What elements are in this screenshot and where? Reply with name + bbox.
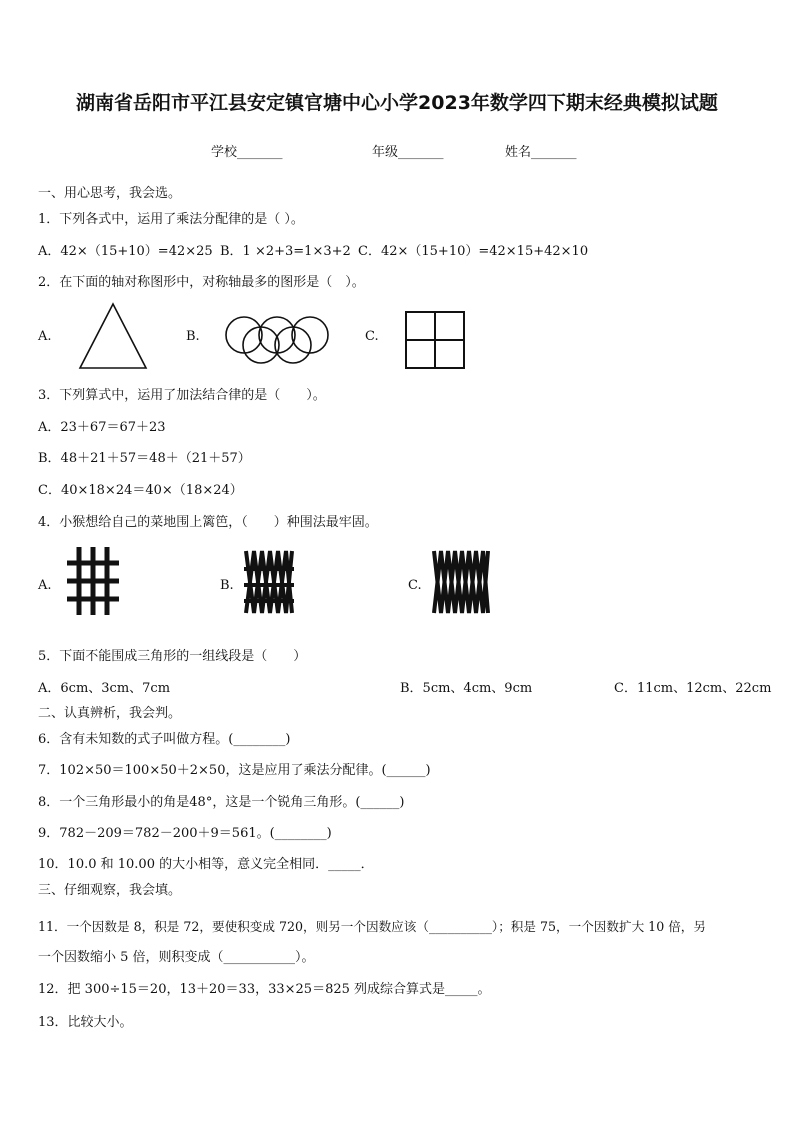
square-grid-figure [404,310,466,370]
question-3-option-c: C．40×18×24＝40×（18×24） [38,483,243,498]
question-2-option-a: A. [38,329,52,344]
olympic-rings-figure [223,314,331,364]
section-2-heading: 二、认真辨析，我会判。 [38,706,182,721]
question-9: 9．782－209＝782－200＋9＝561。(________) [38,826,332,841]
name-field: 姓名_______ [505,145,577,160]
question-1-option-b: B．1 ×2+3=1×3+2 [220,244,351,259]
grade-field: 年级_______ [372,145,444,160]
fence-zigzag-figure [430,547,492,617]
fence-mixed-figure [242,547,296,617]
question-4-option-a: A. [38,578,52,593]
question-10: 10．10.0 和 10.00 的大小相等，意义完全相同．_____． [38,857,374,872]
question-4-option-c: C. [408,578,422,593]
question-2-option-c: C. [365,329,379,344]
question-1-option-c: C．42×（15+10）=42×15+42×10 [358,244,589,259]
question-4-stem: 4．小猴想给自己的菜地围上篱笆，（ ）种围法最牢固。 [38,515,378,530]
question-1-option-a: A．42×（15+10）=42×25 [38,244,213,259]
question-4-option-b: B. [220,578,234,593]
fence-square-grid-figure [63,545,121,617]
section-1-heading: 一、用心思考，我会选。 [38,186,182,201]
question-5-option-a: A．6cm、3cm、7cm [38,681,171,696]
question-1-stem: 1．下列各式中，运用了乘法分配律的是（ ）。 [38,212,304,227]
question-2-stem: 2．在下面的轴对称图形中，对称轴最多的图形是（ ）。 [38,275,365,290]
question-3-option-a: A．23＋67＝67＋23 [38,420,166,435]
question-11-line-2: 一个因数缩小 5 倍，则积变成（___________）。 [38,950,315,965]
section-3-heading: 三、仔细观察，我会填。 [38,883,182,898]
question-6: 6．含有未知数的式子叫做方程。(________) [38,732,291,747]
question-5-option-c: C．11cm、12cm、22cm [614,681,772,696]
question-5-stem: 5．下面不能围成三角形的一组线段是（ ） [38,649,307,664]
page-title: 湖南省岳阳市平江县安定镇官塘中心小学2023年数学四下期末经典模拟试题 [76,92,718,114]
question-8: 8．一个三角形最小的角是48°，这是一个锐角三角形。(______) [38,795,405,810]
question-7: 7．102×50＝100×50＋2×50，这是应用了乘法分配律。(______) [38,763,431,778]
question-2-option-b: B. [186,329,200,344]
school-field: 学校_______ [211,145,283,160]
question-5-option-b: B．5cm、4cm、9cm [400,681,533,696]
question-3-stem: 3．下列算式中，运用了加法结合律的是（ ）。 [38,388,326,403]
question-12: 12．把 300÷15＝20，13＋20＝33，33×25＝825 列成综合算式是_____。 [38,982,491,997]
question-3-option-b: B．48＋21＋57＝48＋（21＋57） [38,451,251,466]
question-11-line-1: 11．一个因数是 8，积是 72，要使积变成 720，则另一个因数应该（__________）；积是 75，一个因数扩大 10 倍，另 [38,919,706,934]
triangle-figure [78,302,148,370]
question-13: 13．比较大小。 [38,1015,133,1030]
